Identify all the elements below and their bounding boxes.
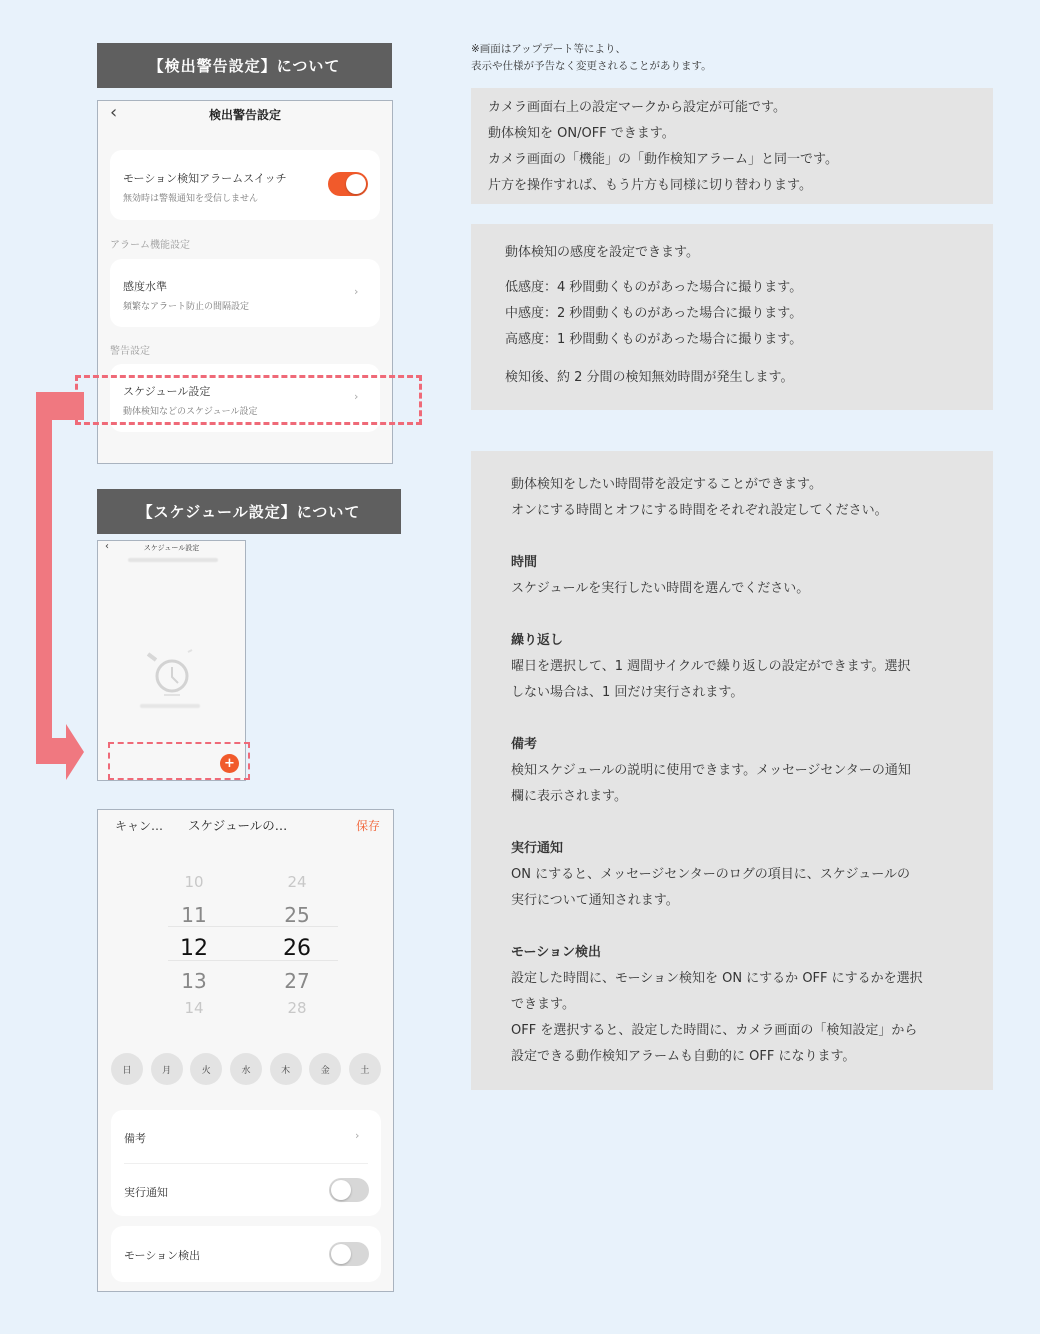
mini-title: スケジュール設定 [143, 544, 200, 552]
page-title: 検出警告設定 [208, 108, 281, 122]
motion-detect-toggle[interactable] [329, 1242, 369, 1266]
cancel-button[interactable]: キャン… [115, 819, 164, 833]
day-wed[interactable]: 水 [230, 1053, 262, 1085]
day-thu[interactable]: 木 [270, 1053, 302, 1085]
day-sat[interactable]: 土 [349, 1053, 381, 1085]
chevron-right-icon: › [355, 1129, 360, 1142]
group-label-alarm: アラーム機能設定 [110, 240, 190, 251]
motion-detect-label: モーション検出 [124, 1249, 201, 1262]
memo-notify-card [111, 1110, 381, 1216]
minute-picker[interactable]: 24 25 26 27 28 [283, 873, 311, 1017]
chevron-left-icon[interactable]: ‹ [110, 102, 118, 123]
motion-switch-subtitle: 無効時は警報通知を受信しません [123, 194, 259, 204]
day-mon[interactable]: 月 [151, 1053, 183, 1085]
highlight-add-button [108, 742, 250, 780]
section-header-detection-alert: 【検出警告設定】について [97, 43, 392, 88]
motion-alarm-toggle[interactable] [328, 172, 368, 196]
alarm-clock-icon [144, 648, 196, 698]
motion-switch-card [110, 150, 380, 220]
day-fri[interactable]: 金 [309, 1053, 341, 1085]
mini-subtitle-placeholder [128, 558, 218, 562]
info-box-sensitivity: 動体検知の感度を設定できます。 低感度：4 秒間動くものがあった場合に撮ります。 中感度：2 秒間動くものがあった場合に撮ります。 高感度：1 秒間動くものがあった場合に撮ります。 検知後、約 2 分間の検知無効時間が発生します。 [471, 224, 993, 410]
exec-notify-toggle[interactable] [329, 1178, 369, 1202]
editor-title: スケジュールの… [188, 818, 288, 833]
hour-picker[interactable]: 10 11 12 13 14 [180, 873, 208, 1017]
repeat-days [111, 1053, 381, 1085]
empty-state-text-placeholder [140, 704, 200, 708]
day-sun[interactable]: 日 [111, 1053, 143, 1085]
phone-schedule-editor [97, 809, 394, 1292]
info-box-schedule: 動体検知をしたい時間帯を設定することができます。 オンにする時間とオフにする時間をそれぞれ設定してください。 時間 スケジュールを実行したい時間を選んでください。 繰り返し 曜日を選択して、1 週間サイクルで繰り返しの設定ができます。選択 しない場合は、1 回だけ実行されます。 備考 検知スケジュールの説明に使用できます。メッセージセンターの通知 欄に表示されます。 実行通知 ON にすると、メッセージセンターのログの項目に、スケジュールの 実行について通知されます。 モーション検出 設定した時間に、モーション検知を ON にするか OFF にするかを選択 できます。 OFF を選択すると、設定した時間に、カメラ画面の「検知設定」から 設定できる動作検知アラームも自動的に OFF になります。 [471, 451, 993, 1090]
memo-item[interactable]: 備考 › [124, 1129, 360, 1145]
highlight-schedule-item [75, 375, 422, 425]
exec-notify-label: 実行通知 [124, 1186, 168, 1199]
section-header-schedule: 【スケジュール設定】について [97, 489, 401, 534]
arrow-connector-icon [34, 390, 86, 782]
info-box-detection: カメラ画面右上の設定マークから設定が可能です。 動体検知を ON/OFF できます。 カメラ画面の「機能」の「動作検知アラーム」と同一です。 片方を操作すれば、もう片方も同様に切り替わります。 [471, 88, 993, 204]
update-notice: ※画面はアップデート等により、 表示や仕様が予告なく変更されることがあります。 [471, 43, 712, 72]
chevron-right-icon: › [354, 390, 359, 403]
motion-detect-card [111, 1226, 381, 1282]
plus-icon[interactable]: + [220, 754, 239, 773]
group-label-warning: 警告設定 [110, 346, 150, 357]
chevron-right-icon: › [354, 285, 359, 298]
save-button[interactable]: 保存 [356, 819, 381, 833]
motion-switch-title: モーション検知アラームスイッチ [123, 172, 287, 185]
chevron-left-icon[interactable]: ‹ [105, 541, 109, 552]
sensitivity-item[interactable]: 感度水準 頻繁なアラート防止の間隔設定 › [110, 259, 380, 327]
schedule-item[interactable]: スケジュール設定 動体検知などのスケジュール設定 › [110, 364, 380, 432]
day-tue[interactable]: 火 [190, 1053, 222, 1085]
